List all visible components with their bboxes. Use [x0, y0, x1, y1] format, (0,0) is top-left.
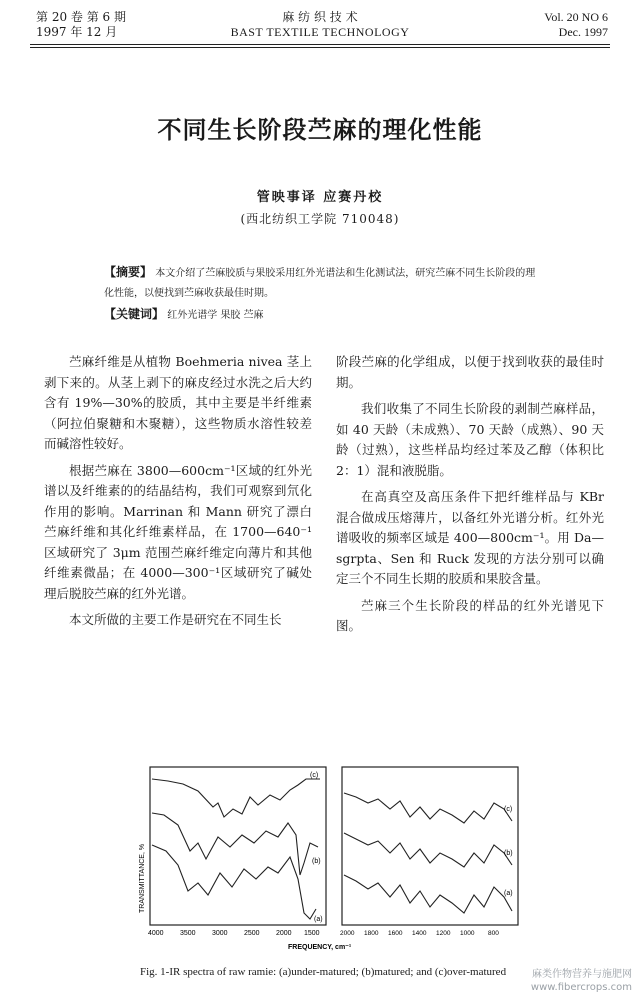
- curve-label: (b): [312, 858, 321, 865]
- abstract-tag: 【摘要】: [104, 265, 153, 279]
- watermark: [531, 968, 632, 994]
- x-tick-label: 3000: [212, 930, 228, 937]
- header-divider-thin: [30, 47, 610, 48]
- curve-label: (c): [504, 806, 513, 813]
- x-tick-label: 2000: [276, 930, 292, 937]
- paragraph: 在高真空及高压条件下把纤维样品与 KBr 混合做成压熔薄片，以备红外光谱分析。红外光谱吸收的频率区域是 400—800cm⁻¹。用 Da—sgrpta、Sen 和 Ruck 发现的方法分别可以确定三个不同生长期的胶质和果胶含量。: [336, 489, 604, 586]
- paragraph: 苎麻三个生长阶段的样品的红外光谱见下图。: [336, 597, 604, 633]
- curve-label: (a): [314, 916, 323, 923]
- issue-date-cn: 1997 年 12 月: [36, 25, 118, 39]
- curve-label: (b): [504, 850, 513, 857]
- x-tick-label: 800: [488, 930, 499, 937]
- x-axis-label: FREQUENCY, cm⁻¹: [288, 944, 352, 951]
- left-curve-a: [152, 845, 316, 919]
- watermark-cn: 麻类作物营养与施肥网: [532, 969, 632, 980]
- abstract-text: 本文介绍了苎麻胶质与果胶采用红外光谱法和生化测试法，研究苎麻不同生长阶段的理化性能，以便找到苎麻收获最佳时期。: [104, 268, 536, 299]
- journal-name-cn: 麻 纺 织 技 术: [282, 10, 358, 24]
- abstract-block: [104, 262, 544, 326]
- journal-volume-en: [544, 10, 608, 40]
- x-tick-label: 1000: [460, 930, 475, 937]
- x-tick-label: 1600: [388, 930, 403, 937]
- x-tick-label: 4000: [148, 930, 164, 937]
- curve-label: (a): [504, 890, 513, 897]
- keywords-tag: 【关键词】: [104, 307, 165, 321]
- body-left-column: [44, 352, 312, 637]
- figure-caption: Fig. 1-IR spectra of raw ramie: (a)under-matured; (b)matured; and (c)over-matured: [140, 966, 507, 978]
- author-affiliation: (西北纺织工学院 710048): [240, 212, 400, 226]
- curve-label: (c): [310, 772, 319, 779]
- journal-name-en: BAST TEXTILE TECHNOLOGY: [230, 25, 410, 39]
- paragraph: 阶段苎麻的化学组成，以便于找到收获的最佳时期。: [336, 354, 604, 390]
- x-tick-label: 2500: [244, 930, 260, 937]
- paragraph: 我们收集了不同生长阶段的剥制苎麻样品，如 40 天龄（未成熟）、70 天龄（成熟）、90 天龄（过熟），这些样品均经过苯及乙醇（体积比 2：1）混和液脱脂。: [336, 401, 604, 478]
- x-tick-label: 1200: [436, 930, 451, 937]
- x-tick-label: 1800: [364, 930, 379, 937]
- right-spectrum-panel: [342, 767, 518, 925]
- left-curve-c: [152, 779, 320, 817]
- paragraph: 本文所做的主要工作是研究在不同生长: [69, 612, 282, 627]
- journal-name: [220, 10, 420, 40]
- keywords-text: 红外光谱学 果胶 苎麻: [167, 310, 264, 321]
- x-tick-label: 3500: [180, 930, 196, 937]
- ir-spectra-figure: [138, 763, 524, 955]
- volume-number-en: Vol. 20 NO 6: [544, 10, 608, 24]
- header-divider: [30, 44, 610, 45]
- abstract: [104, 262, 544, 304]
- article-authors: 管映事译 应赛丹校: [256, 190, 384, 205]
- right-curve-c: [344, 793, 512, 823]
- keywords: [104, 304, 544, 326]
- x-tick-label: 1400: [412, 930, 427, 937]
- left-spectrum-panel: [150, 767, 326, 925]
- article-title: 不同生长阶段苎麻的理化性能: [157, 116, 483, 144]
- watermark-url: www.fibercrops.com: [530, 982, 632, 993]
- volume-issue: 第 20 卷 第 6 期: [36, 10, 126, 24]
- body-right-column: [336, 352, 604, 643]
- x-tick-label: 1500: [304, 930, 320, 937]
- journal-volume-info: [36, 10, 126, 40]
- y-axis-label: TRANSMITTANCE, %: [139, 843, 146, 913]
- right-curve-b: [344, 833, 512, 867]
- issue-date-en: Dec. 1997: [558, 25, 608, 39]
- right-curve-a: [344, 875, 512, 913]
- x-tick-label: 2000: [340, 930, 355, 937]
- paragraph: 根据苎麻在 3800—600cm⁻¹区域的红外光谱以及纤维素的的结晶结构，我们可观察到氘化作用的影响。Marrinan 和 Mann 研究了漂白苎麻纤维和其化纤维素样品，在 1700—640⁻¹区域研究了 3μm 范围苎麻纤维定向薄片和其他纤维素微晶；在 4000—300⁻¹区域研究了碱处理后脱胶苎麻的红外光谱。: [44, 462, 312, 601]
- paragraph: 苎麻纤维是从植物 Boehmeria nivea 茎上剥下来的。从茎上剥下的麻皮经过水洗之后大约含有 19%—30%的胶质，其中主要是半纤维素（阿拉伯聚糖和木聚糖），这些物质水溶性较差而碱溶性较好。: [44, 354, 312, 451]
